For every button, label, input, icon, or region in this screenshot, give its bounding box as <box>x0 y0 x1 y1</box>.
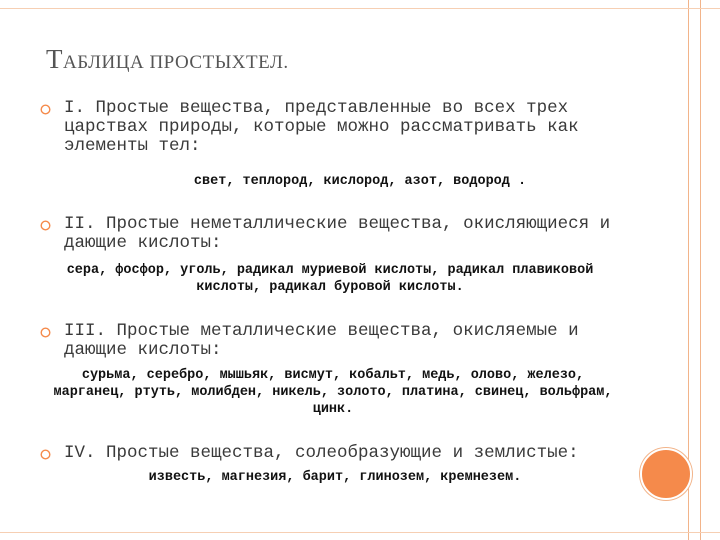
section-heading: IV. Простые вещества, солеобразующие и землистые: <box>64 443 579 463</box>
bullet-icon <box>40 449 51 460</box>
frame-line-vertical <box>700 0 701 540</box>
section-detail: свет, теплород, кислород, азот, водород . <box>193 174 527 189</box>
slide-title <box>46 44 289 75</box>
section-detail: сера, фосфор, уголь, радикал муриевой кислоты, радикал плавиковой кислоты, радикал буровой кислоты. <box>66 263 594 295</box>
section-heading: I. Простые вещества, представленные во всех трех царствах природы, которые можно рассматривать как элементы тел: <box>64 98 579 156</box>
section-heading: II. Простые неметаллические вещества, окисляющиеся и дающие кислоты: <box>64 214 611 253</box>
section-detail: известь, магнезия, барит, глинозем, кремнезем. <box>148 470 522 485</box>
frame-line-horizontal <box>0 8 720 9</box>
bullet-icon <box>40 327 51 338</box>
orange-circle-icon <box>640 448 692 500</box>
slide-title-initial: Т <box>46 44 63 74</box>
bullet-icon <box>40 104 51 115</box>
frame-line-vertical <box>688 0 689 540</box>
bullet-icon <box>40 220 51 231</box>
section-heading: III. Простые металлические вещества, окисляемые и дающие кислоты: <box>64 321 579 360</box>
frame-line-horizontal <box>0 532 720 533</box>
section-detail: сурьма, серебро, мышьяк, висмут, кобальт, медь, олово, железо, марганец, ртуть, молибден, никель, золото, платина, свинец, вольфрам, цинк. <box>53 368 613 417</box>
slide-title-rest: АБЛИЦА ПРОСТЫХТЕЛ. <box>63 52 289 73</box>
